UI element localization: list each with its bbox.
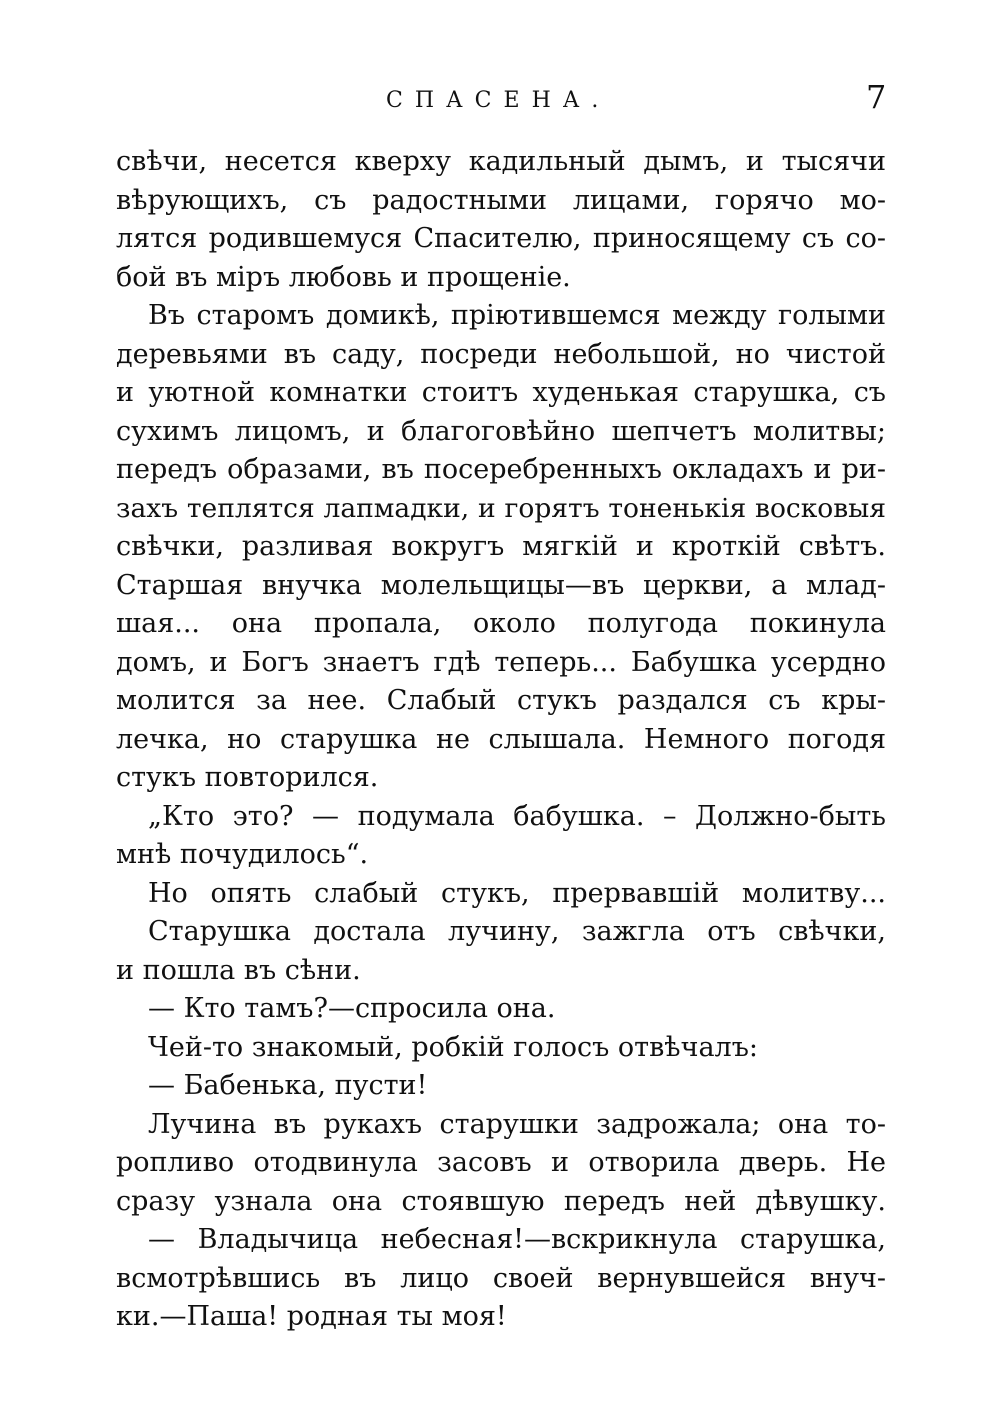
text-line: бой въ міръ любовь и прощеніе. <box>116 261 571 293</box>
text-line: всмотрѣвшись въ лицо своей вернувшейся внуч- <box>116 1262 886 1294</box>
text-line: лятся родившемуся Спасителю, приносящему съ со- <box>116 223 886 254</box>
text-line: свѣчки, разливая вокругъ мягкій и кроткій свѣтъ. <box>116 531 886 562</box>
page-header <box>0 78 1000 122</box>
text-line: деревьями въ саду, посреди небольшой, но чистой <box>116 338 886 370</box>
text-line: стукъ повторился. <box>116 762 379 793</box>
text-body <box>116 143 886 1337</box>
text-line: лечка, но старушка не слышала. Немного погодя <box>116 723 886 755</box>
text-line: „Кто это? — подумала бабушка. – Должно-быть <box>148 800 886 832</box>
text-line: шая... она пропала, около полугода покинула <box>116 608 886 639</box>
text-line: и пошла въ сѣни. <box>116 954 361 986</box>
text-line: Лучина въ рукахъ старушки задрожала; она то- <box>148 1108 886 1140</box>
text-line: Старушка достала лучину, зажгла отъ свѣчки, <box>148 916 886 947</box>
page-number: 7 <box>866 78 887 116</box>
text-line: вѣрующихъ, съ радостными лицами, горячо мо- <box>116 184 886 216</box>
text-line: Чей-то знакомый, робкій голосъ отвѣчалъ: <box>148 1031 758 1063</box>
text-line: передъ образами, въ посеребренныхъ окладахъ и ри- <box>116 454 886 485</box>
text-line: — Владычица небесная!—вскрикнула старушка, <box>148 1224 886 1255</box>
text-line: мнѣ почудилось“. <box>116 839 369 870</box>
running-title: СПАСЕНА. <box>386 88 611 113</box>
text-line: сразу узнала она стоявшую передъ ней дѣвушку. <box>116 1185 886 1217</box>
text-line: ки.—Паша! родная ты моя! <box>116 1301 507 1332</box>
text-line: и уютной комнатки стоитъ худенькая старушка, съ <box>116 377 886 408</box>
text-line: — Кто тамъ?—спросила она. <box>148 993 556 1024</box>
text-line: Но опять слабый стукъ, прервавшій молитву... <box>148 877 886 909</box>
text-line: молится за нее. Слабый стукъ раздался съ кры- <box>116 685 886 716</box>
text-line: ропливо отодвинула засовъ и отворила дверь. Не <box>116 1147 886 1178</box>
text-line: захъ теплятся лапмадки, и горятъ тоненькія восковыя <box>116 492 886 524</box>
text-line: сухимъ лицомъ, и благоговѣйно шепчетъ молитвы; <box>116 415 886 447</box>
text-line: Старшая внучка молельщицы—въ церкви, а млад- <box>116 569 886 601</box>
text-line: Въ старомъ домикѣ, пріютившемся между голыми <box>148 300 886 331</box>
text-line: свѣчи, несется кверху кадильный дымъ, и тысячи <box>116 146 886 177</box>
text-line: домъ, и Богъ знаетъ гдѣ теперь... Бабушка усердно <box>116 646 886 678</box>
text-line: — Бабенька, пусти! <box>148 1070 428 1101</box>
